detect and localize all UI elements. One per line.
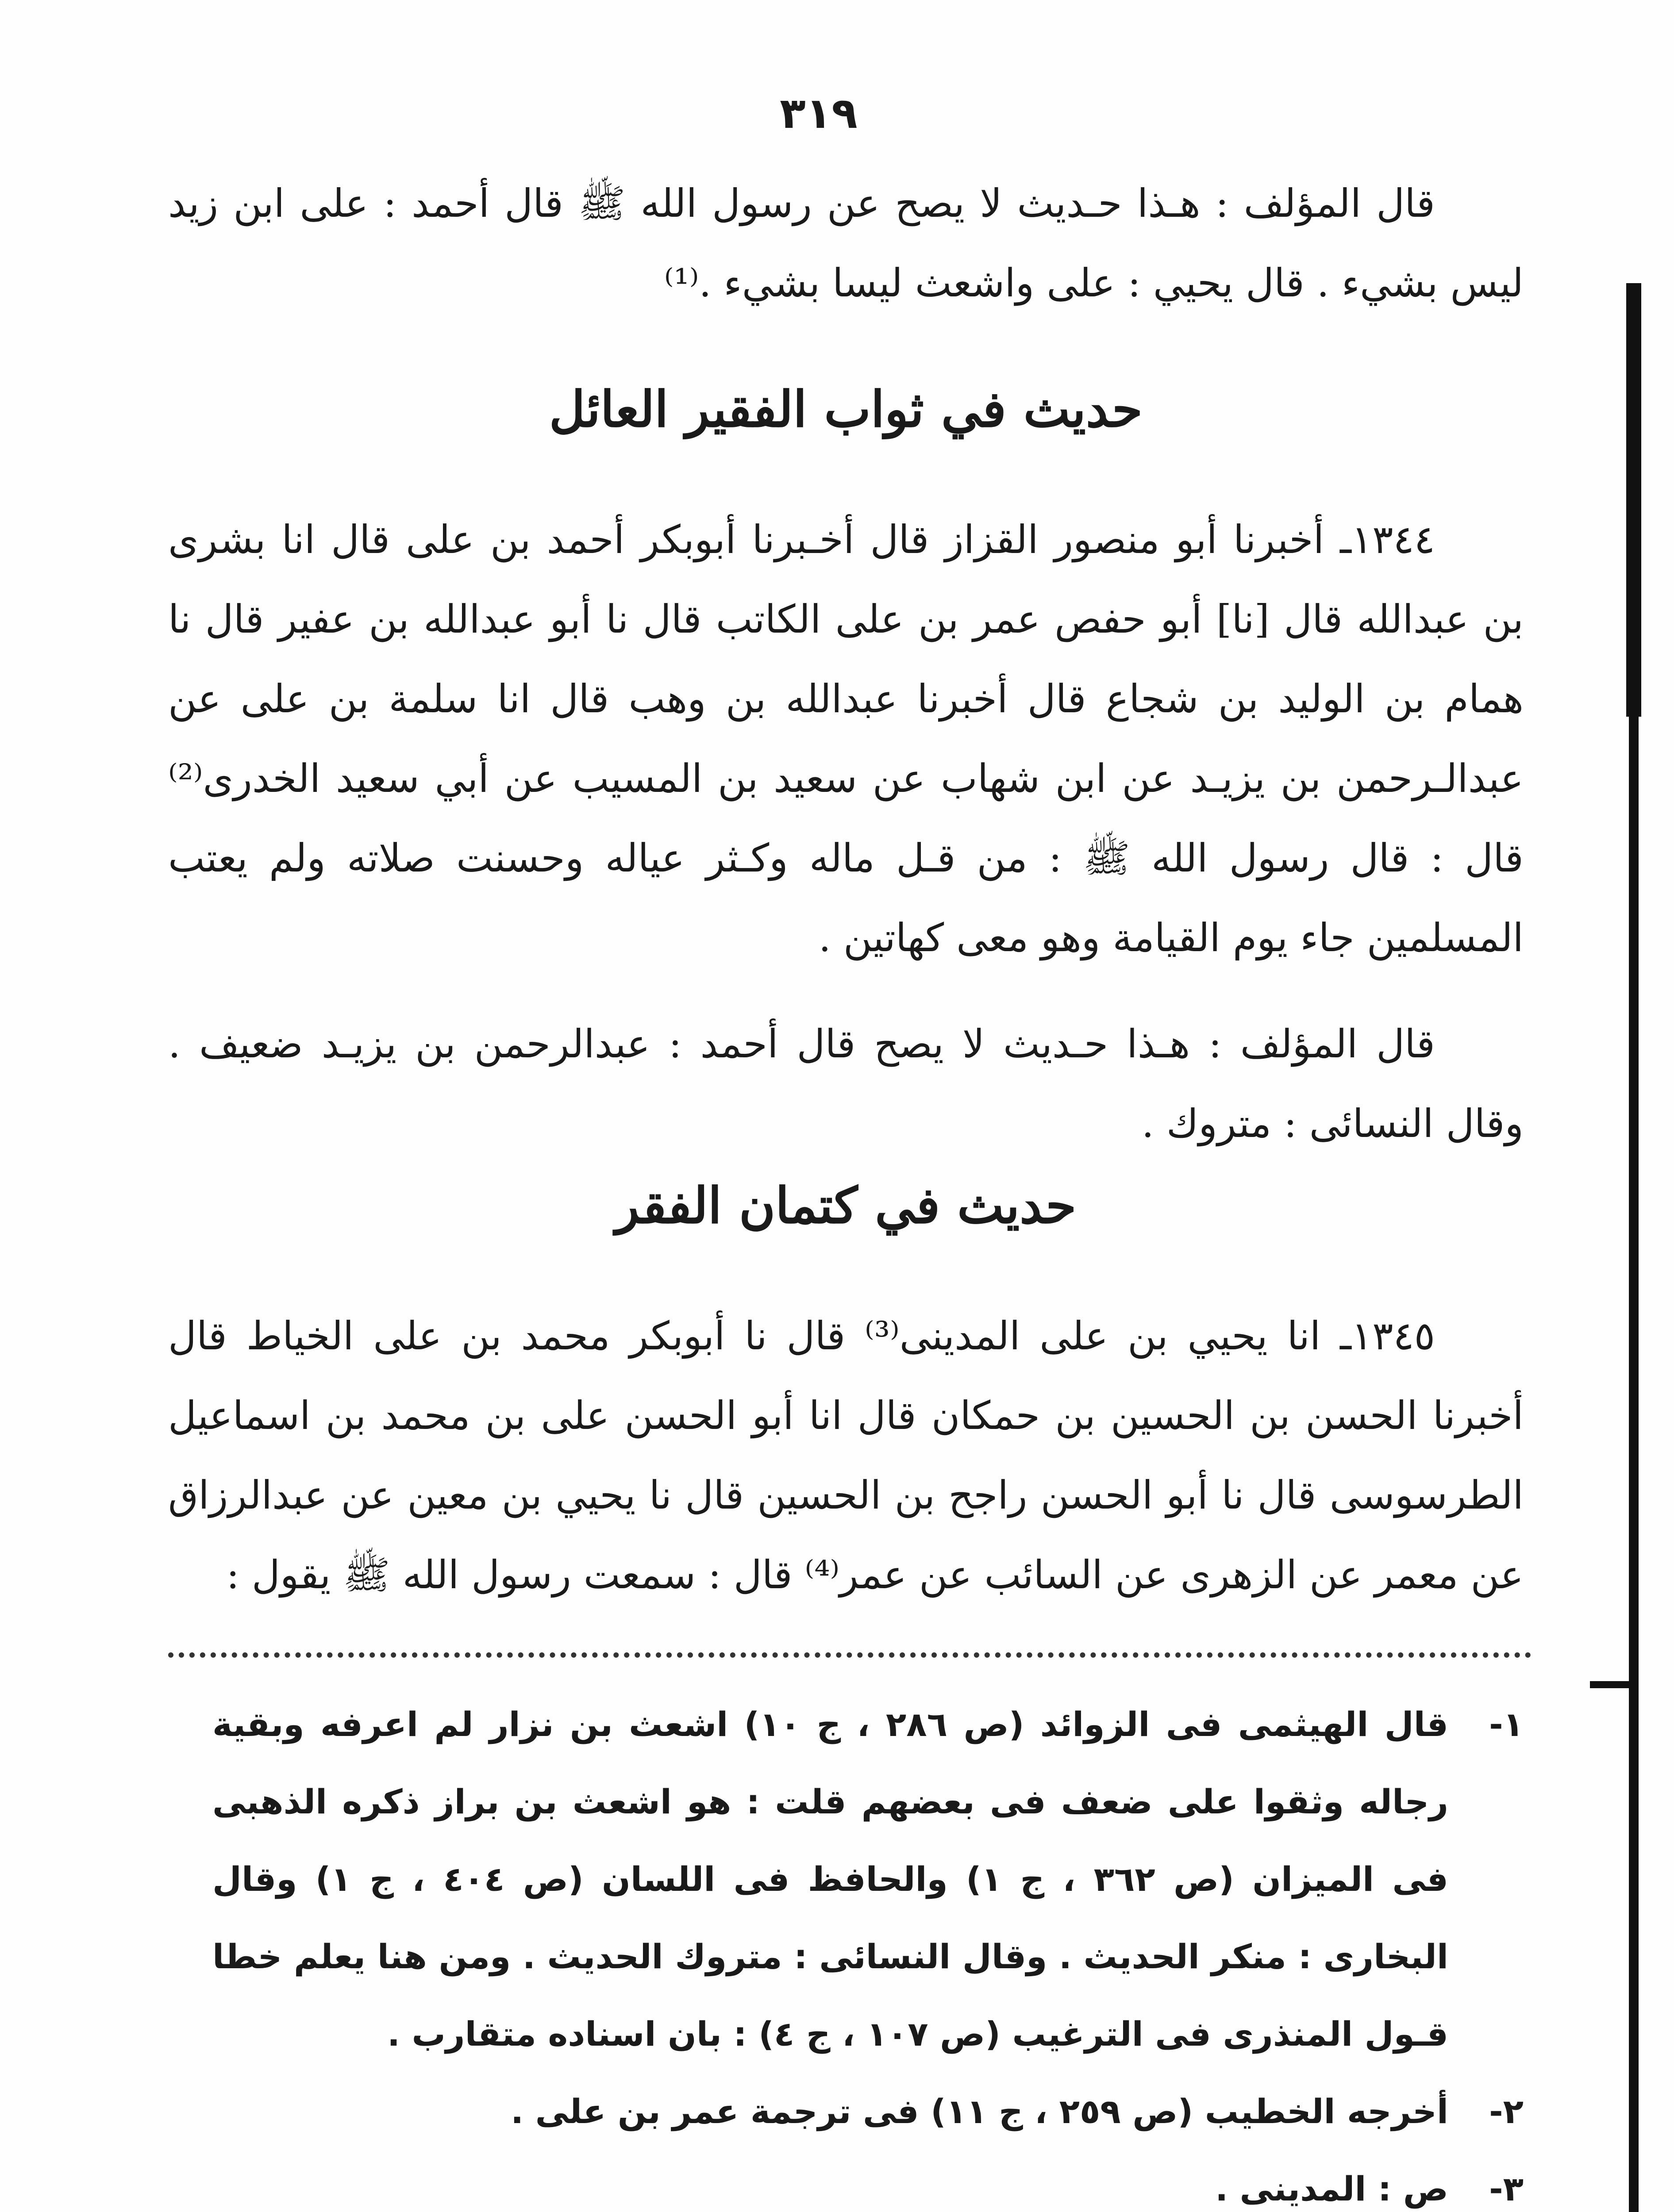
footnote-number: ١- (1489, 1705, 1524, 1744)
footnote-number: ٢- (1489, 2092, 1524, 2131)
binding-tick (1590, 1681, 1639, 1688)
hadith-1344-block (168, 500, 1524, 1164)
footnotes (212, 1686, 1524, 2212)
footnote-text: ص : المدينى . (1215, 2169, 1448, 2208)
footnote-number: ٣- (1489, 2169, 1524, 2208)
author-comment-1344: قال المؤلف : هـذا حـديث لا يصح قال أحمد : عبدالرحمن بن يزيـد ضعيف . وقال النسائى : متروك . (168, 1021, 1524, 1146)
intro-paragraph (168, 164, 1524, 323)
hadith-1344-text: ١٣٤٤ـ أخبرنا أبو منصور القزاز قال أخـبرنا أبوبكر أحمد بن على قال انا بشرى بن عبدالله قال [نا] أبو حفص عمر بن على الكاتب قال نا أبو عبدالله بن عفير قال نا همام بن الوليد بن شجاع قال أخبرنا عبدالله بن وهب قال انا سلمة بن على عن عبدالـرحمن بن يزيـد عن ابن شهاب عن سعيد بن المسيب عن أبي سعيد الخدرى⁽²⁾ قال : قال رسول الله ﷺ : من قـل ماله وكـثر عياله وحسنت صلاته ولم يعتب المسلمين جاء يوم القيامة وهو معى كهاتين . (168, 517, 1524, 960)
footnote-text: أخرجه الخطيب (ص ٢٥٩ ، ج ١١) فى ترجمة عمر بن على . (511, 2092, 1448, 2131)
footnote-item (212, 2073, 1524, 2150)
page-number: ٣١٩ (780, 88, 858, 138)
section-heading-hiding-poverty: حديث في كتمان الفقر (615, 1177, 1077, 1235)
intro-text: قال المؤلف : هـذا حـديث لا يصح عن رسول الله ﷺ قال أحمد : على ابن زيد ليس بشيء . قال يحيي : على واشعث ليسا بشيء .⁽¹⁾ (168, 180, 1524, 306)
footnote-text: قال الهيثمى فى الزوائد (ص ٢٨٦ ، ج ١٠) اشعث بن نزار لم اعرفه وبقية رجاله وثقوا على ضعف فى بعضهم قلت : هو اشعث بن براز ذكره الذهبى فى الميزان (ص ٣٦٢ ، ج ١) والحافظ فى اللسان (ص ٤٠٤ ، ج ١) وقال البخارى : منكر الحديث . وقال النسائى : متروك الحديث . ومن هنا يعلم خطا قـول المنذرى فى الترغيب (ص ١٠٧ ، ج ٤) : بان اسناده متقارب . (212, 1705, 1449, 2054)
binding-edge-thick (1626, 283, 1641, 717)
footnote-item (212, 2150, 1524, 2212)
hadith-1345-block (168, 1296, 1524, 1615)
hadith-1345-text: ١٣٤٥ـ انا يحيي بن على المدينى⁽³⁾ قال نا أبوبكر محمد بن على الخياط قال أخبرنا الحسن بن الحسين بن حمكان قال انا أبو الحسن على بن محمد بن اسماعيل الطرسوسى قال نا أبو الحسن راجح بن الحسين قال نا يحيي بن معين عن عبدالرزاق عن معمر عن الزهرى عن السائب عن عمر⁽⁴⁾ قال : سمعت رسول الله ﷺ يقول : (168, 1313, 1524, 1598)
footnote-item (212, 1686, 1524, 2073)
section-heading-poor-reward: حديث في ثواب الفقير العائل (549, 380, 1143, 438)
footnote-separator (168, 1652, 1531, 1658)
